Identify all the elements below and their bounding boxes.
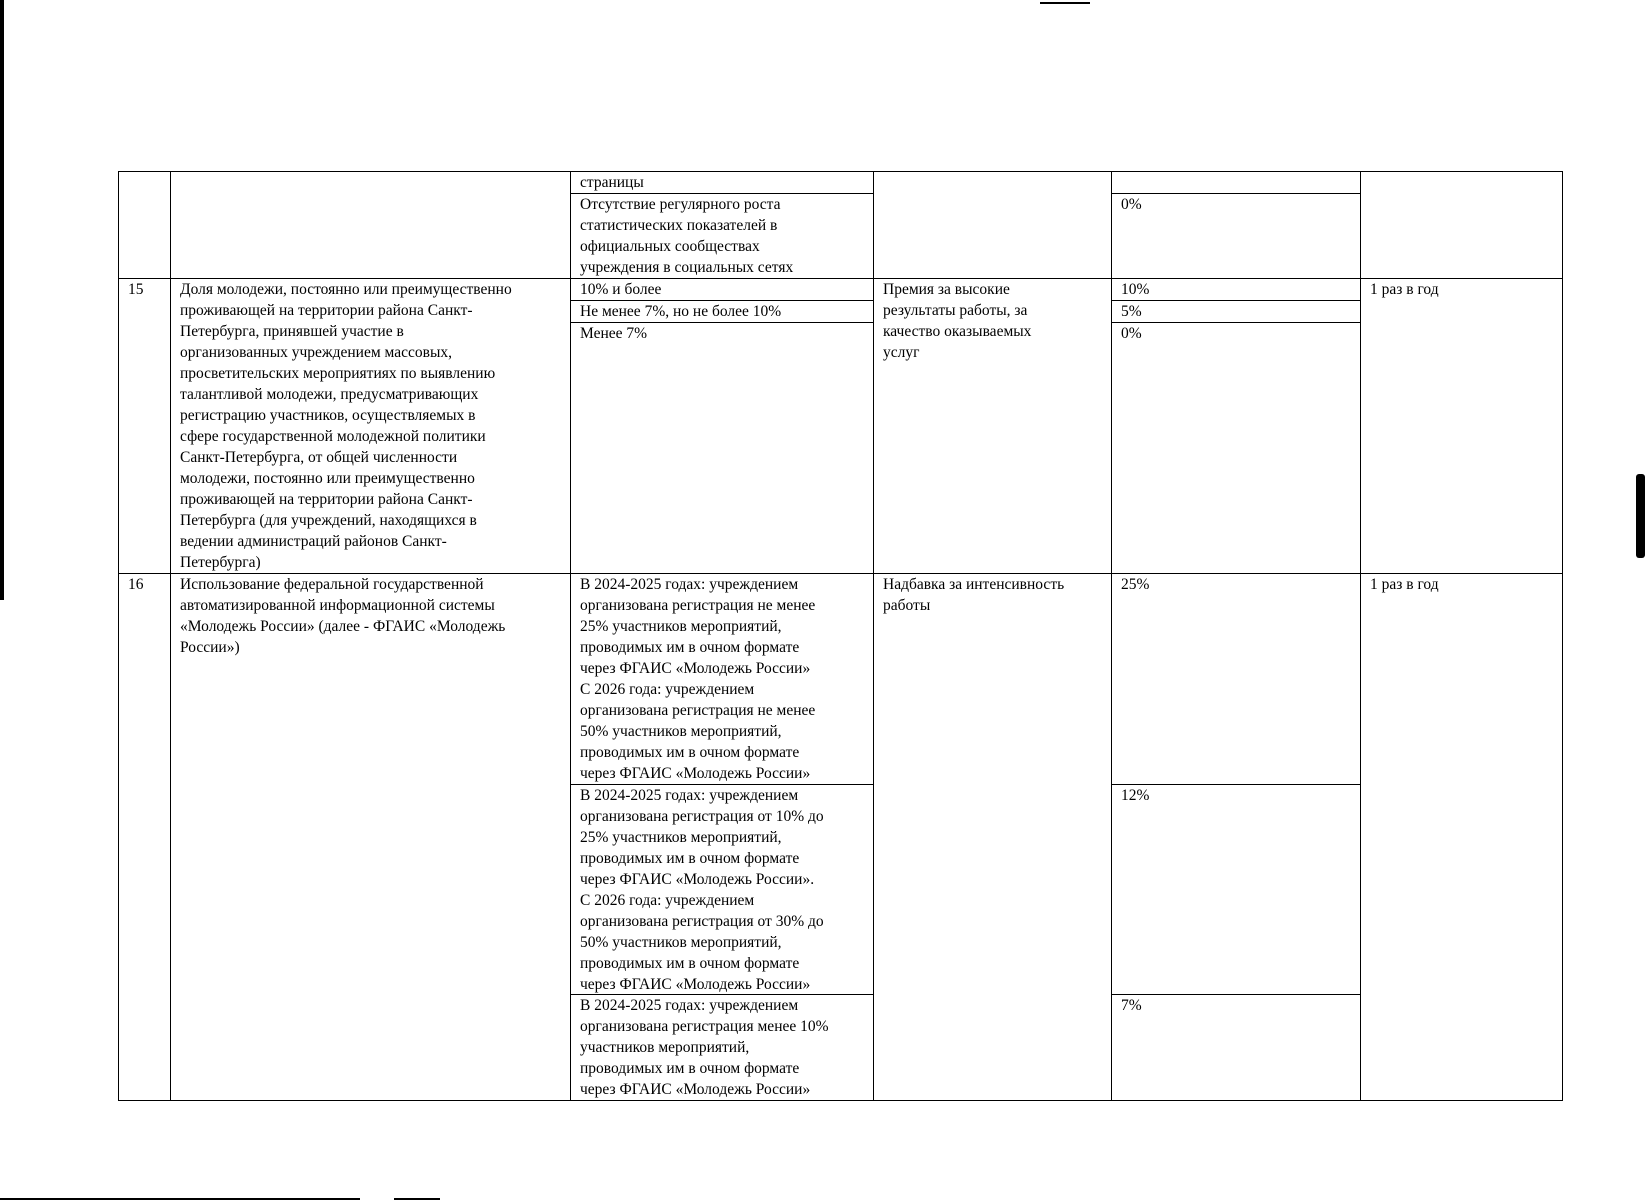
criterion-cell [571, 574, 874, 1101]
scan-left-edge-line [0, 0, 4, 600]
criterion-item: 10% и более [571, 279, 873, 301]
indicator-cell: Использование федеральной государственной автоматизированной информационной системы «Молодежь России» (далее - ФГАИС «Молодежь России») [171, 574, 571, 1101]
table-row-15 [119, 279, 1563, 574]
payment-type-cell [874, 172, 1112, 279]
indicators-table [118, 171, 1563, 1101]
value-cell [1112, 574, 1361, 1101]
value-item: 0% [1121, 325, 1142, 342]
row-number-cell: 15 [119, 279, 171, 574]
table-row-16 [119, 574, 1563, 1101]
criterion-item: Не менее 7%, но не более 10% [571, 301, 873, 323]
value-item: 0% [1121, 196, 1142, 213]
value-item: 25% [1112, 574, 1360, 785]
criterion-item: В 2024-2025 годах: учреждением организована регистрация не менее 25% участников мероприятий, проводимых им в очном формате через ФГАИС «Молодежь России» С 2026 года: учреждением организована регистрация не менее 50% участников мероприятий, проводимых им в очном формате через ФГАИС «Молодежь России» [571, 574, 873, 785]
scan-top-dash [1040, 2, 1090, 4]
row-number-cell [119, 172, 171, 279]
frequency-cell: 1 раз в год [1361, 574, 1563, 1101]
criterion-item: страницы [571, 172, 873, 194]
criterion-item: Отсутствие регулярного роста статистических показателей в официальных сообществах учреждения в социальных сетях [580, 196, 794, 276]
frequency-cell: 1 раз в год [1361, 279, 1563, 574]
scan-right-edge-mark [1636, 474, 1645, 558]
indicator-cell: Доля молодежи, постоянно или преимущественно проживающей на территории района Санкт- Петербурга, принявшей участие в организованных учреждением массовых, просветительских мероприятиях по выявлению талантливой молодежи, предусматривающих регистрацию участников, осуществляемых в сфере государственной молодежной политики Санкт-Петербурга, от общей численности молодежи, постоянно или преимущественно проживающей на территории района Санкт- Петербурга (для учреждений, находящихся в ведении администраций районов Санкт- Петербурга) [171, 279, 571, 574]
table-row-continuation [119, 172, 1563, 279]
value-item-empty [1112, 172, 1360, 194]
value-item: 12% [1112, 785, 1360, 995]
value-item: 10% [1112, 279, 1360, 301]
value-cell [1112, 279, 1361, 574]
payment-type-cell: Премия за высокие результаты работы, за качество оказываемых услуг [874, 279, 1112, 574]
criterion-cell [571, 172, 874, 279]
criterion-cell [571, 279, 874, 574]
criterion-item: Менее 7% [580, 325, 648, 342]
indicator-cell [171, 172, 571, 279]
value-cell [1112, 172, 1361, 279]
frequency-cell [1361, 172, 1563, 279]
criterion-item: В 2024-2025 годах: учреждением организована регистрация от 10% до 25% участников мероприятий, проводимых им в очном формате через ФГАИС «Молодежь России». С 2026 года: учреждением организована регистрация от 30% до 50% участников мероприятий, проводимых им в очном формате через ФГАИС «Молодежь России» [571, 785, 873, 995]
value-item: 5% [1112, 301, 1360, 323]
payment-type-cell: Надбавка за интенсивность работы [874, 574, 1112, 1101]
criterion-item: В 2024-2025 годах: учреждением организована регистрация менее 10% участников мероприятий, проводимых им в очном формате через ФГАИС «Молодежь России» [580, 997, 829, 1098]
value-item: 7% [1121, 997, 1142, 1014]
row-number-cell: 16 [119, 574, 171, 1101]
